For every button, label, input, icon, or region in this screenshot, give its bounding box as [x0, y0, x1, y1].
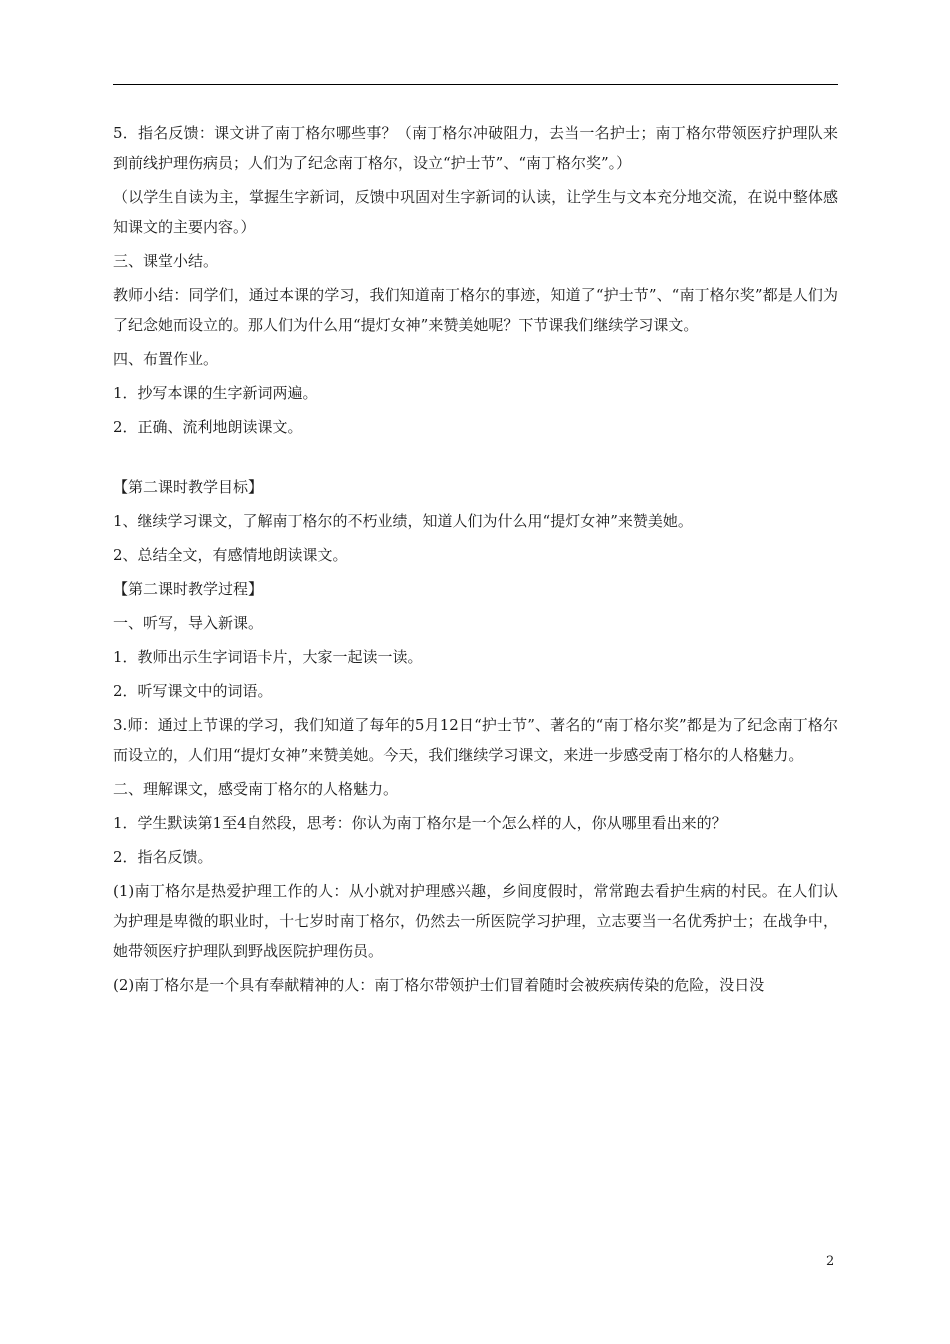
list-item: 2．正确、流利地朗读课文。: [113, 418, 303, 436]
paragraph: (1)南丁格尔是热爱护理工作的人：从小就对护理感兴趣，乡间度假时，常常跑去看护生病的村民。在人们认为护理是卑微的职业时，十七岁时南丁格尔，仍然去一所医院学习护理，立志要当一名优秀护士；在战争中，她带领医疗护理队到野战医院护理伤员。: [113, 882, 838, 960]
list-item: 2、总结全文，有感情地朗读课文。: [113, 546, 348, 564]
paragraph: 教师小结：同学们，通过本课的学习，我们知道南丁格尔的事迹，知道了“护士节”、“南丁格尔奖”都是人们为了纪念她而设立的。那人们为什么用“提灯女神”来赞美她呢？下节课我们继续学习课文。: [113, 286, 838, 334]
section-heading: 四、布置作业。: [113, 350, 219, 368]
document-body: [113, 118, 838, 1004]
section-title: 【第二课时教学目标】: [113, 478, 264, 496]
page-number: 2: [826, 1254, 835, 1269]
list-item: 1．学生默读第1至4自然段，思考：你认为南丁格尔是一个怎么样的人，你从哪里看出来的？: [113, 814, 727, 832]
paragraph: 3.师：通过上节课的学习，我们知道了每年的5月12日“护士节”、著名的“南丁格尔奖”都是为了纪念南丁格尔而设立的，人们用“提灯女神”来赞美她。今天，我们继续学习课文，来进一步感受南丁格尔的人格魅力。: [113, 716, 838, 764]
list-item: 1．教师出示生字词语卡片，大家一起读一读。: [113, 648, 423, 666]
section-heading: 二、理解课文，感受南丁格尔的人格魅力。: [113, 780, 399, 798]
paragraph: 5．指名反馈：课文讲了南丁格尔哪些事？（南丁格尔冲破阻力，去当一名护士；南丁格尔带领医疗护理队来到前线护理伤病员；人们为了纪念南丁格尔，设立“护士节”、“南丁格尔奖”。）: [113, 124, 838, 172]
paragraph: （以学生自读为主，掌握生字新词，反馈中巩固对生字新词的认读，让学生与文本充分地交流，在说中整体感知课文的主要内容。）: [113, 188, 838, 236]
header-rule: [113, 84, 838, 85]
section-heading: 一、听写，导入新课。: [113, 614, 264, 632]
list-item: 2．指名反馈。: [113, 848, 213, 866]
section-title: 【第二课时教学过程】: [113, 580, 264, 598]
list-item: 2．听写课文中的词语。: [113, 682, 273, 700]
blank-line: [113, 446, 838, 472]
section-heading: 三、课堂小结。: [113, 252, 219, 270]
list-item: 1．抄写本课的生字新词两遍。: [113, 384, 318, 402]
list-item: 1、继续学习课文，了解南丁格尔的不朽业绩，知道人们为什么用“提灯女神”来赞美她。: [113, 512, 693, 530]
paragraph: (2)南丁格尔是一个具有奉献精神的人：南丁格尔带领护士们冒着随时会被疾病传染的危险，没日没: [113, 976, 765, 994]
